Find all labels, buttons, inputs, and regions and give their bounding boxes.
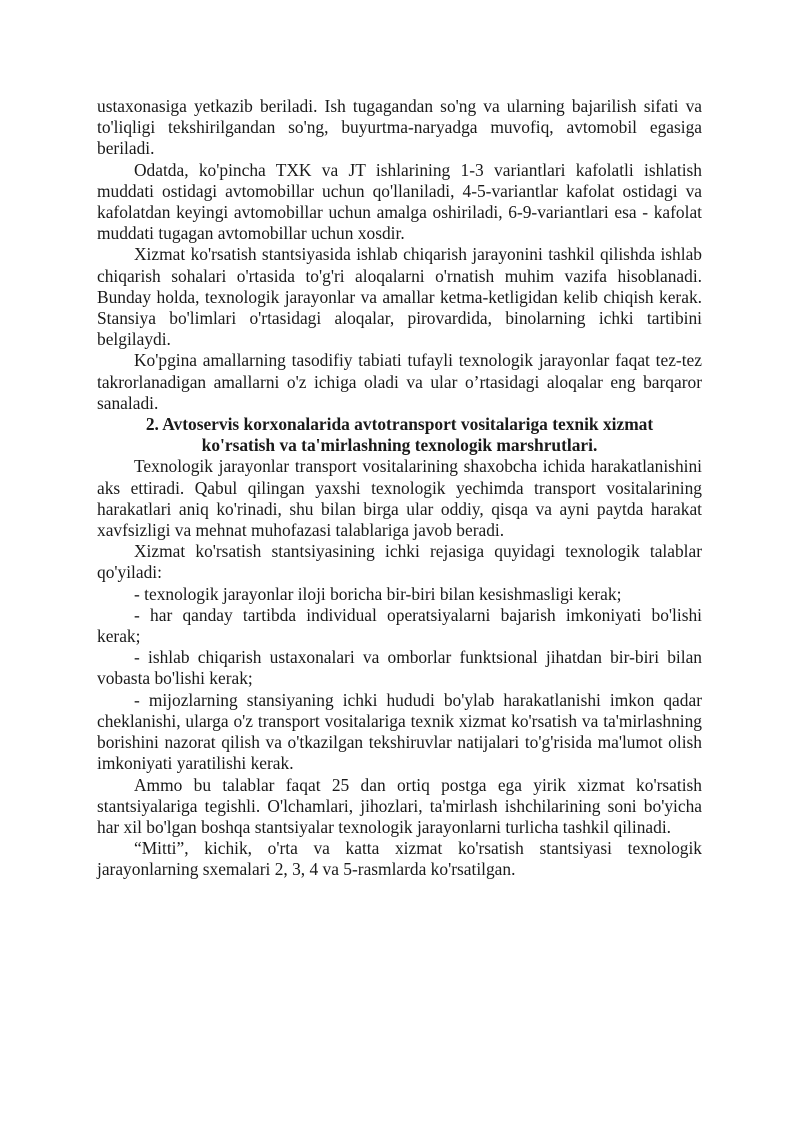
paragraph-random-operations: Ko'pgina amallarning tasodifiy tabiati tufayli texnologik jarayonlar faqat tez-tez takrorlanadigan amallarni o'z ichiga oladi va ular o’rtasidagi aloqalar eng barqaror sanaladi. [97, 350, 702, 413]
paragraph-station-links: Xizmat ko'rsatish stantsiyasida ishlab chiqarish jarayonini tashkil qilishda ishlab chiqarish sohalari o'rtasida to'g'ri aloqalarni o'rnatish muhim vazifa hisoblanadi. Bunday holda, texnologik jarayonlar va amallar ketma-ketligidan kelib chiqish kerak. Stansiya bo'limlari o'rtasidagi aloqalar, pirovardida, binolarning ichki tartibini belgilaydi. [97, 244, 702, 350]
paragraph-variants: Odatda, ko'pincha TXK va JT ishlarining 1-3 variantlari kafolatli ishlatish muddati ostidagi avtomobillar uchun qo'llaniladi, 4-5-variantlar kafolat ostidagi va kafolatdan keyingi avtomobillar uchun amalga oshiriladi, 6-9-variantlari esa - kafolat muddati tugagan avtomobillar uchun xosdir. [97, 159, 702, 244]
section-heading-line-2: ko'rsatish va ta'mirlashning texnologik marshrutlari. [201, 435, 598, 456]
list-item-requirement-4: - mijozlarning stansiyaning ichki hududi bo'ylab harakatlanishi imkon qadar cheklanishi, ularga o'z transport vositalariga texnik xizmat ko'rsatish va ta'mirlashning borishini nazorat qilish va o'tkazilgan tekshiruvlar natijalari to'g'risida ma'lumot olish imkoniyati yaratilishi kerak. [97, 689, 702, 774]
section-heading-line-1: 2. Avtoservis korxonalarida avtotransport vositalariga texnik xizmat [145, 414, 654, 435]
list-item-requirement-2: - har qanday tartibda individual operatsiyalarni bajarish imkoniyati bo'lishi kerak; [97, 604, 702, 647]
paragraph-large-stations: Ammo bu talablar faqat 25 dan ortiq postga ega yirik xizmat ko'rsatish stantsiyalariga tegishli. O'lchamlari, jihozlari, ta'mirlash ishchilarining soni bo'yicha har xil bo'lgan boshqa stantsiyalar texnologik jarayonlarni turlicha tashkil qilinadi. [97, 774, 702, 837]
paragraph-requirements-intro: Xizmat ko'rsatish stantsiyasining ichki rejasiga quyidagi texnologik talablar qo'yiladi: [97, 541, 702, 583]
paragraph-continuation: ustaxonasiga yetkazib beriladi. Ish tugagandan so'ng va ularning bajarilish sifati va to'liqligi tekshirilgandan so'ng, buyurtma-naryadga muvofiq, avtomobil egasiga beriladi. [97, 96, 702, 159]
paragraph-tech-processes: Texnologik jarayonlar transport vositalarining shaxobcha ichida harakatlanishini aks ettiradi. Qabul qilingan yaxshi texnologik yechimda transport vositalarining harakatlari aniq ko'rinadi, shu bilan birga ular oddiy, qisqa va ayni paytda harakat xavfsizligi va mehnat muhofazasi talablariga javob beradi. [97, 456, 702, 541]
paragraph-figure-reference: “Mitti”, kichik, o'rta va katta xizmat ko'rsatish stantsiyasi texnologik jarayonlarning sxemalari 2, 3, 4 va 5-rasmlarda ko'rsatilgan. [97, 838, 702, 880]
list-item-requirement-3: - ishlab chiqarish ustaxonalari va omborlar funktsional jihatdan bir-biri bilan vobasta bo'lishi kerak; [97, 647, 702, 689]
list-item-requirement-1: - texnologik jarayonlar iloji boricha bir-biri bilan kesishmasligi kerak; [134, 583, 622, 604]
section-heading [97, 414, 702, 456]
document-page [97, 96, 702, 881]
